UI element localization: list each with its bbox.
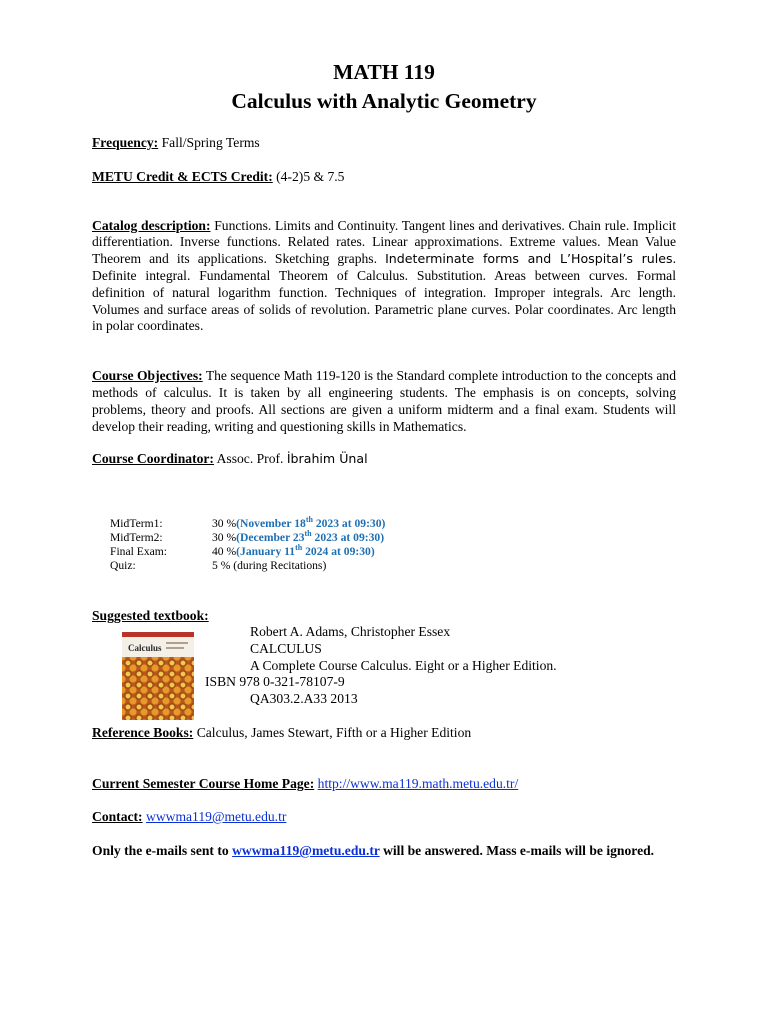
- grade-row-midterm1: [110, 517, 385, 531]
- syllabus-page: [92, 58, 676, 468]
- reference-value: Calculus, James Stewart, Fifth or a Higher Edition: [193, 725, 472, 740]
- catalog-text-2: . Definite integral. Fundamental Theorem of Calculus. Substitution. Areas between curves. Formal definition of natural logarithm function. Techniques of integration. Improper integrals. Arc length. Volumes and surface areas of solids of revolution. Parametric plane curves. Polar coordinates. Arc length in polar coordinates.: [92, 251, 676, 334]
- grade-date: [236, 545, 375, 559]
- frequency-line: [92, 135, 676, 152]
- date-part: (January 11: [236, 545, 296, 558]
- grade-label: MidTerm2:: [110, 531, 163, 544]
- objectives-text: The sequence Math 119-120 is the Standard complete introduction to the concepts and methods of calculus. It is taken by all engineering students. The emphasis is on concepts, solving problems, theory and proofs. All sections are given a uniform midterm and a final exam. Students will develop their reading, writing and questioning skills in Mathematics.: [92, 368, 677, 434]
- contact-label: Contact:: [92, 809, 143, 824]
- date-sup: th: [304, 529, 312, 539]
- notice-text-2: will be answered. Mass e-mails will be ignored.: [379, 843, 655, 858]
- homepage-line: [92, 776, 518, 793]
- textbook-isbn: ISBN 978 0-321-78107-9: [205, 674, 345, 690]
- notice-email-link[interactable]: wwwma119@metu.edu.tr: [232, 843, 380, 858]
- grade-row-final: [110, 545, 385, 559]
- grade-row-midterm2: [110, 531, 385, 545]
- textbook-cover-image: [122, 632, 194, 720]
- reference-label: Reference Books:: [92, 725, 194, 740]
- grading-table: [110, 517, 385, 573]
- grade-percent: 5 % (during Recitations): [212, 559, 327, 572]
- course-name: Calculus with Analytic Geometry: [231, 89, 537, 113]
- catalog-text-1: Functions. Limits and Continuity. Tangent lines and derivatives. Chain rule. Implicit differentiation. Inverse functions. Related rates. Linear approximations. Extreme values. Mean Value Theorem and its applications. Sketching graphs.: [92, 217, 676, 267]
- textbook-title: CALCULUS: [250, 640, 322, 656]
- coordinator-name: İbrahim Ünal: [286, 451, 368, 467]
- grade-label: Quiz:: [110, 559, 136, 572]
- grade-percent: 30 %: [212, 517, 237, 530]
- notice-text-1: Only the e-mails sent to: [92, 843, 233, 858]
- homepage-link[interactable]: http://www.ma119.math.metu.edu.tr/: [317, 776, 519, 791]
- course-objectives: [92, 368, 676, 435]
- textbook-label: Suggested textbook:: [92, 608, 209, 623]
- catalog-label: Catalog description:: [92, 217, 211, 233]
- course-code: MATH 119: [333, 60, 435, 84]
- grade-percent: 30 %: [212, 531, 237, 544]
- email-notice: [92, 843, 682, 860]
- date-sup: th: [295, 543, 303, 553]
- credit-line: [92, 169, 676, 186]
- catalog-indeterminate: Indeterminate forms and L’Hospital’s rules: [385, 251, 673, 267]
- grade-date: [236, 531, 384, 545]
- coordinator-title: Assoc. Prof.: [213, 451, 287, 467]
- grade-label: Final Exam:: [110, 545, 167, 558]
- date-part: 2024 at 09:30): [302, 545, 375, 558]
- coordinator-line: [92, 451, 676, 468]
- credit-label: METU Credit & ECTS Credit:: [92, 168, 273, 184]
- date-part: 2023 at 09:30): [312, 517, 386, 530]
- grade-row-quiz: [110, 559, 385, 573]
- date-part: (December 23: [236, 531, 305, 544]
- grade-label: MidTerm1:: [110, 517, 163, 530]
- credit-value: (4-2)5 & 7.5: [272, 168, 345, 184]
- textbook-callno: QA303.2.A33 2013: [250, 691, 358, 707]
- grade-percent: 40 %: [212, 545, 237, 558]
- cover-subtitle-mark: [166, 647, 184, 649]
- date-sup: th: [305, 515, 313, 525]
- date-part: (November 18: [236, 517, 306, 530]
- coordinator-label: Course Coordinator:: [92, 451, 214, 467]
- homepage-label: Current Semester Course Home Page:: [92, 776, 315, 791]
- textbook-details: [250, 624, 557, 674]
- frequency-label: Frequency:: [92, 135, 159, 150]
- honeycomb-artwork: [122, 657, 194, 720]
- textbook-heading: [92, 608, 209, 625]
- textbook-authors: Robert A. Adams, Christopher Essex: [250, 624, 451, 639]
- objectives-label: Course Objectives:: [92, 368, 203, 384]
- catalog-description: [92, 218, 676, 336]
- textbook-edition: A Complete Course Calculus. Eight or a Higher Edition.: [250, 657, 557, 673]
- date-part: 2023 at 09:30): [311, 531, 385, 544]
- contact-line: [92, 809, 286, 826]
- contact-email-link[interactable]: wwwma119@metu.edu.tr: [146, 809, 287, 824]
- frequency-value: Fall/Spring Terms: [158, 135, 260, 150]
- cover-title: Calculus: [128, 643, 162, 653]
- reference-line: [92, 725, 471, 742]
- cover-subtitle-mark: [166, 642, 188, 644]
